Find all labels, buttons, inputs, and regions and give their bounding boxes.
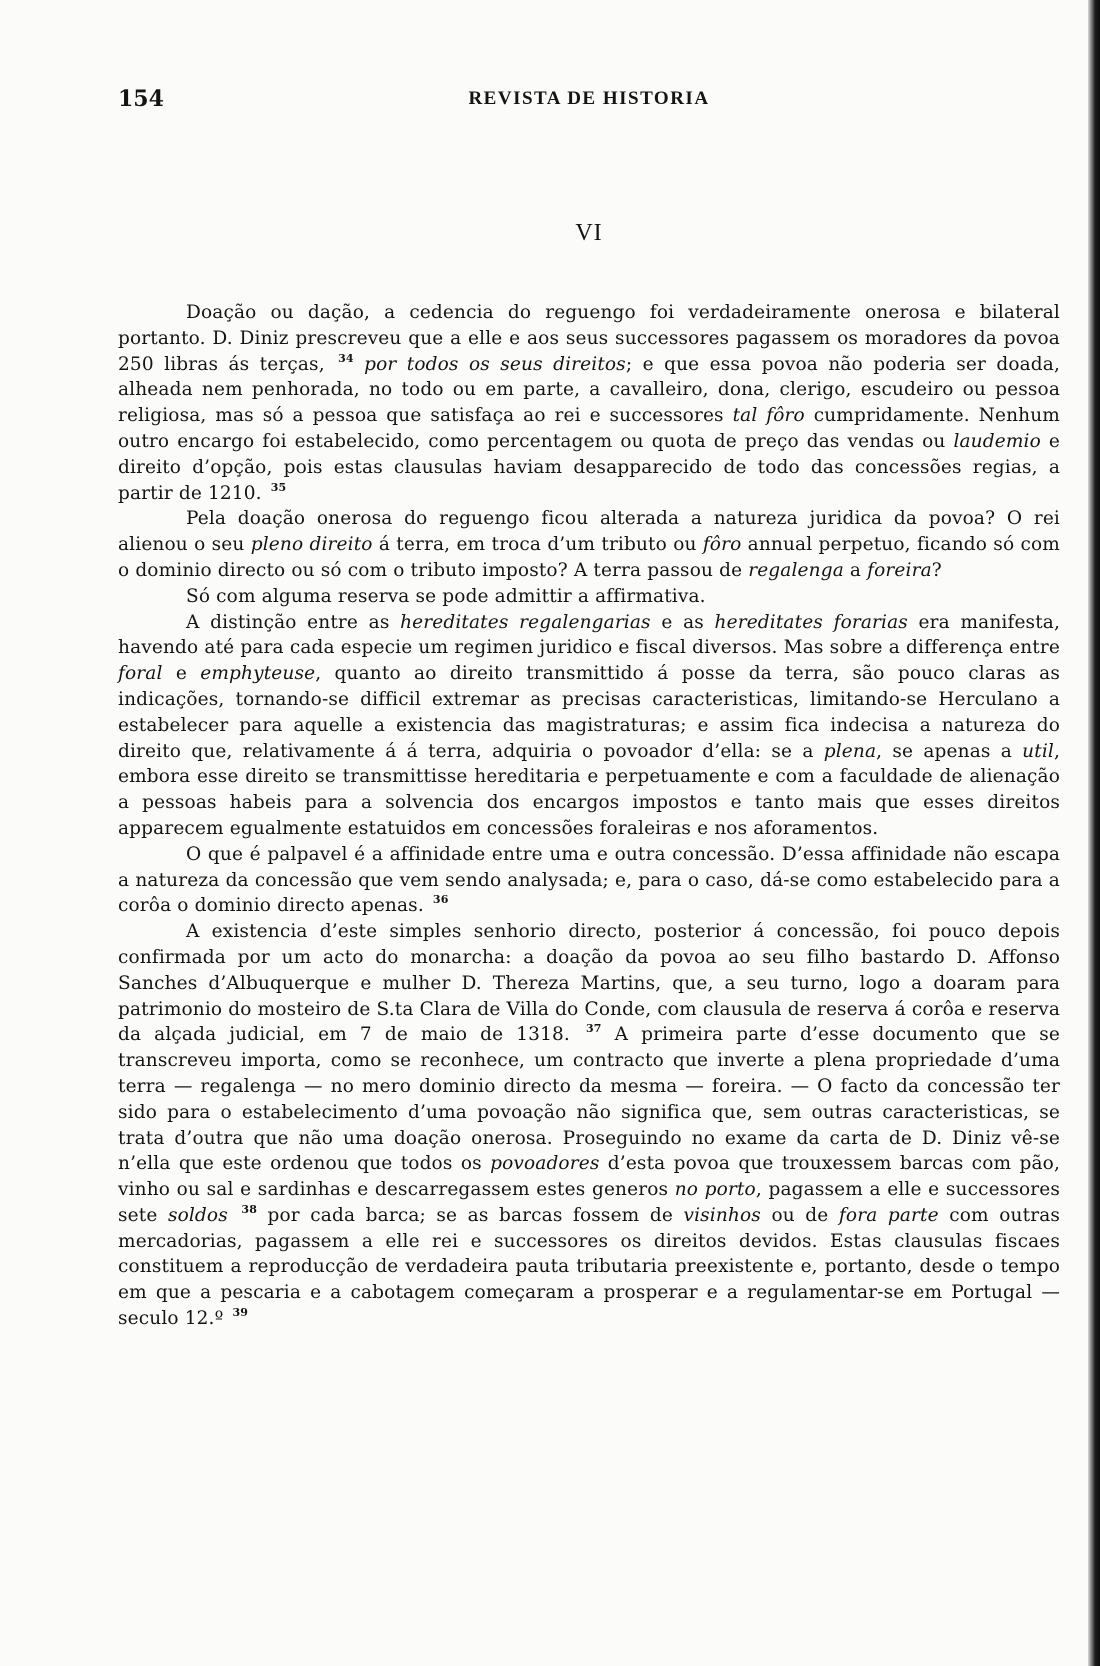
text-run: , quanto ao direito transmittido á posse da terra, são pouco claras as indicações, tornando-se difficil extremar as precisas caracteristicas, limitando-se Herculano a estabelecer para aquelle a existencia das magistraturas; e assim fica indecisa a natureza do direito que, relativamente á á terra, adquiria o povoador d’ella: se a <box>118 663 1061 762</box>
text-run: ? <box>931 559 942 581</box>
text-run: ou de <box>760 1204 839 1226</box>
text-run: ; e que essa povoa não poderia ser doada, alheada nem penhorada, no todo ou em parte, a cavalleiro, dona, clerigo, escudeiro ou pessoa religiosa, mas só a pessoa que satisfaça ao rei e successores <box>118 353 1061 427</box>
text-run: annual perpetuo, ficando só com o dominio directo ou só com o tributo imposto? A terra passou de <box>118 534 1060 581</box>
footnote-reference: 38 <box>241 1202 257 1216</box>
text-run: Doação ou dação, a cedencia do reguengo foi verdadeiramente onerosa e bilateral portanto. D. Diniz prescreveu que a elle e aos seus successores pagassem os moradores da povoa 250 libras ás terças, <box>118 302 1060 375</box>
italic-term: fora parte <box>838 1204 939 1226</box>
text-run <box>228 1205 239 1226</box>
italic-term: por todos os seus direitos <box>364 353 626 375</box>
italic-term: foral <box>118 663 163 685</box>
text-run: O que é palpavel é a affinidade entre uma e outra concessão. D’essa affinidade não escapa a natureza da concessão que vem sendo analysada; e, para o caso, dá-se como estabelecido para a corôa o dominio directo apenas. <box>118 843 1060 917</box>
italic-term: soldos <box>167 1204 228 1226</box>
paragraph <box>118 610 1060 842</box>
paragraph <box>118 584 1060 610</box>
italic-term: laudemio <box>953 430 1041 452</box>
text-run: cumpridamente. Nenhum outro encargo foi estabelecido, como percentagem ou quota de preço das vendas ou <box>118 405 1060 452</box>
paragraph <box>118 919 1060 1332</box>
text-run: , se apenas a <box>876 740 1023 762</box>
italic-term: no porto <box>674 1179 756 1201</box>
text-run <box>354 354 364 375</box>
footnote-reference: 36 <box>432 893 449 907</box>
page-number: 154 <box>118 86 164 112</box>
italic-term: regalenga <box>748 559 844 581</box>
italic-term: foreira <box>867 559 932 581</box>
italic-term: povoadores <box>490 1153 600 1175</box>
text-run: com outras mercadorias, pagassem a elle rei e successores os direitos devidos. Estas clausulas fiscaes constituem a reproducção de verdadeira pauta tributaria preexistente e, portanto, desde o tempo em que a pescaria e a cabotagem começaram a prosperar e a regulamentar-se em Portugal — seculo 12.º <box>118 1204 1061 1330</box>
text-run: Só com alguma reserva se pode admittir a affirmativa. <box>186 585 706 607</box>
italic-term: fôro <box>702 534 742 556</box>
page-binding-edge <box>1088 0 1100 1666</box>
article-body <box>118 300 1060 1332</box>
text-run: e as <box>650 611 715 633</box>
section-number: VI <box>575 220 603 246</box>
text-run: e direito d’opção, pois estas clausulas haviam desapparecido de todo das concessões regias, a partir de 1210. <box>118 430 1060 504</box>
running-title: REVISTA DE HISTORIA <box>468 88 710 109</box>
text-run: A distinção entre as <box>186 611 401 633</box>
footnote-reference: 35 <box>270 480 287 494</box>
italic-term: emphyteuse <box>200 663 316 685</box>
text-run: A primeira parte d’esse documento que se transcreveu importa, como se reconhece, um contracto que inverte a plena propriedade d’uma terra — regalenga — no mero dominio directo da mesma — foreira. — O facto da concessão ter sido para o estabelecimento d’uma povoação não significa que, sem outras caracteristicas, se trata d’outra que não uma doação onerosa. Proseguindo no exame da carta de D. Diniz vê-se n’ella que este ordenou que todos os <box>118 1024 1060 1175</box>
italic-term: hereditates forarias <box>714 611 908 633</box>
text-run: á terra, em troca d’um tributo ou <box>372 534 703 556</box>
italic-term: plena <box>823 740 877 762</box>
text-run: , pagassem a elle e successores sete <box>118 1179 1061 1226</box>
italic-term: visinhos <box>683 1204 761 1226</box>
text-run: era manifesta, havendo até para cada especie um regimen juridico e fiscal diversos. Mas sobre a differença entre <box>118 611 1060 659</box>
text-run: e <box>162 663 201 685</box>
paragraph <box>118 300 1060 506</box>
footnote-reference: 37 <box>585 1022 602 1036</box>
text-run: A existencia d’este simples senhorio directo, posterior á concessão, foi pouco depois confirmada por um acto do monarcha: a doação da povoa ao seu filho bastardo D. Affonso Sanches d’Albuquerque e mulher D. Thereza Martins, que, a seu turno, logo a doaram para patrimonio do mosteiro de S.ta Clara de Villa do Conde, com clausula de reserva á corôa e reserva da alçada judicial, em 7 de maio de 1318. <box>118 921 1060 1046</box>
text-run: por cada barca; se as barcas fossem de <box>257 1204 684 1226</box>
paragraph <box>118 842 1060 919</box>
footnote-reference: 39 <box>232 1306 249 1320</box>
italic-term: pleno direito <box>250 534 373 556</box>
text-run: Pela doação onerosa do reguengo ficou alterada a natureza juridica da povoa? O rei alienou o seu <box>118 508 1060 556</box>
italic-term: util <box>1022 740 1054 762</box>
paragraph <box>118 506 1060 583</box>
text-run: , embora esse direito se transmittisse hereditaria e perpetuamente e com a faculdade de alienação a pessoas habeis para a solvencia dos encargos impostos e tanto mais que esses direitos apparecem egualmente estatuidos em concessões foraleiras e nos aforamentos. <box>118 740 1060 839</box>
page-header <box>118 86 1060 120</box>
text-run: a <box>843 559 868 581</box>
footnote-reference: 34 <box>338 351 354 365</box>
italic-term: hereditates regalengarias <box>400 611 651 633</box>
italic-term: tal fôro <box>732 405 805 427</box>
text-run: d’esta povoa que trouxessem barcas com pão, vinho ou sal e sardinhas e descarregassem estes generos <box>118 1153 1060 1201</box>
